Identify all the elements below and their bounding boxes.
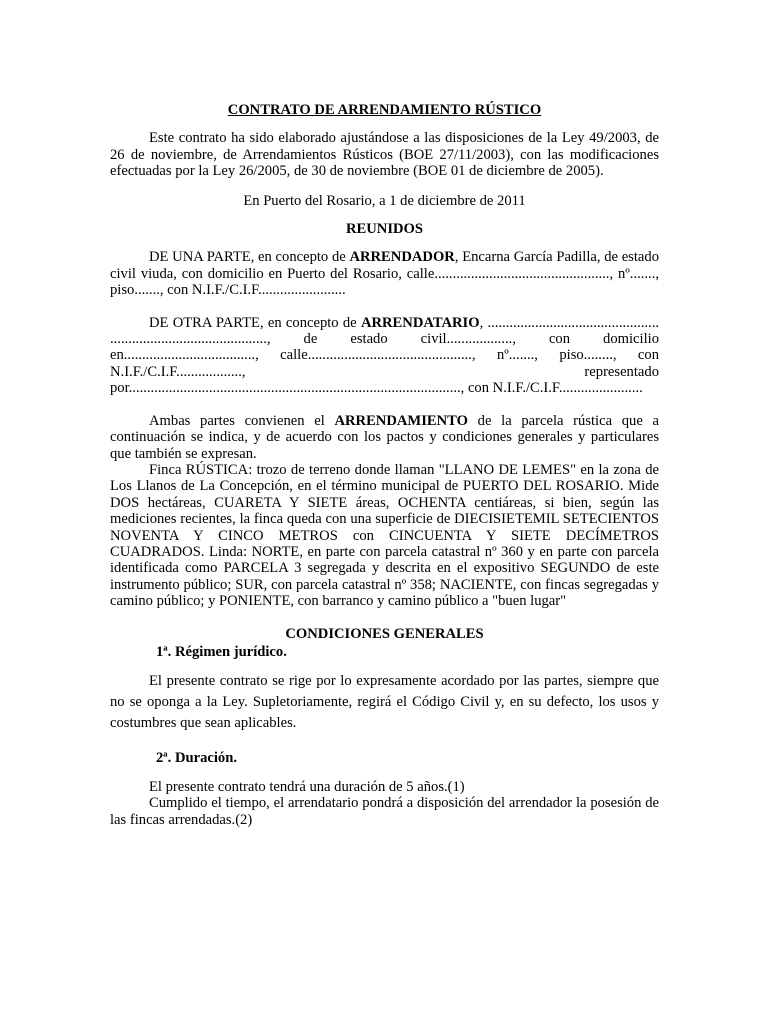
regimen-juridico-heading: 1ª. Régimen jurídico. [156, 643, 287, 660]
finca-paragraph: Finca RÚSTICA: trozo de terreno donde llaman "LLANO DE LEMES" en la zona de Los Llanos de La Concepción, en el término municipal de PUERTO DEL ROSARIO. Mide DOS hectáreas, CUARETA Y SIETE áreas, OCHENTA centiáreas, si bien, según las mediciones recientes, la finca queda con una superficie de DIECISIETEMIL SETECIENTOS NOVENTA Y CINCO METROS con CINCUENTA Y SIETE DECÍMETROS CUADRADOS. Linda: NORTE, en parte con parcela catastral nº 360 y en parte con parcela identificada como PARCELA 3 segregada y descrita en el expositivo SEGUNDO de este instrumento público; SUR, con parcela catastral nº 358; NACIENTE, con fincas segregadas y camino público; y PONIENTE, con barranco y camino público a "buen lugar" [110, 461, 659, 610]
condiciones-generales-heading: CONDICIONES GENERALES [285, 625, 484, 642]
ambas-partes-paragraph [110, 413, 659, 462]
ambas-text-before: Ambas partes convienen el [149, 412, 335, 429]
document-body [110, 102, 659, 828]
reunidos-heading: REUNIDOS [345, 221, 424, 238]
duracion-heading: 2ª. Duración. [156, 750, 237, 767]
arrendador-paragraph [110, 249, 659, 298]
arrendador-label: ARRENDADOR [349, 249, 455, 266]
arrendador-text-before: DE UNA PARTE, en concepto de [149, 249, 350, 266]
document-title: CONTRATO DE ARRENDAMIENTO RÚSTICO [227, 102, 542, 118]
arrendador-text-after: , Encarna García Padilla, de estado civil viuda, con domicilio en Puerto del Rosario, calle................................................, nº......., piso......., con N.I.F./C.I.F........................ [110, 249, 659, 299]
duracion-text-2: Cumplido el tiempo, el arrendatario pondrá a disposición del arrendador la posesión de las fincas arrendadas.(2) [110, 795, 659, 828]
place-date-line: En Puerto del Rosario, a 1 de diciembre de 2011 [243, 192, 526, 209]
intro-paragraph: Este contrato ha sido elaborado ajustándose a las disposiciones de la Ley 49/2003, de 26 de noviembre, de Arrendamientos Rústicos (BOE 27/11/2003), con las modificaciones efectuadas por la Ley 26/2005, de 30 de noviembre (BOE 01 de diciembre de 2005). [110, 130, 659, 180]
ambas-text-after: de la parcela rústica que a continuación se indica, y de acuerdo con los pactos y condiciones generales y particulares que también se expresan. [110, 412, 659, 462]
duracion-text-1: El presente contrato tendrá una duración de 5 años.(1) [149, 778, 465, 795]
arrendatario-label: ARRENDATARIO [360, 314, 480, 331]
arrendatario-text-before: DE OTRA PARTE, en concepto de [149, 314, 361, 331]
arrendatario-text-after: , ............................................... ..........................................., de estado civil.................., con domicilio en...................................., calle............................................., nº......., piso........, con N.I.F./C.I.F.................., representado por..........................................................................................., con N.I.F./C.I.F....................... [110, 314, 659, 397]
arrendamiento-label: ARRENDAMIENTO [334, 412, 468, 429]
regimen-juridico-text: El presente contrato se rige por lo expresamente acordado por las partes, siempre que no se oponga a la Ley. Supletoriamente, regirá el Código Civil y, en su defecto, los usos y costumbres que sean aplicables. [110, 673, 659, 732]
arrendatario-paragraph [110, 315, 659, 397]
